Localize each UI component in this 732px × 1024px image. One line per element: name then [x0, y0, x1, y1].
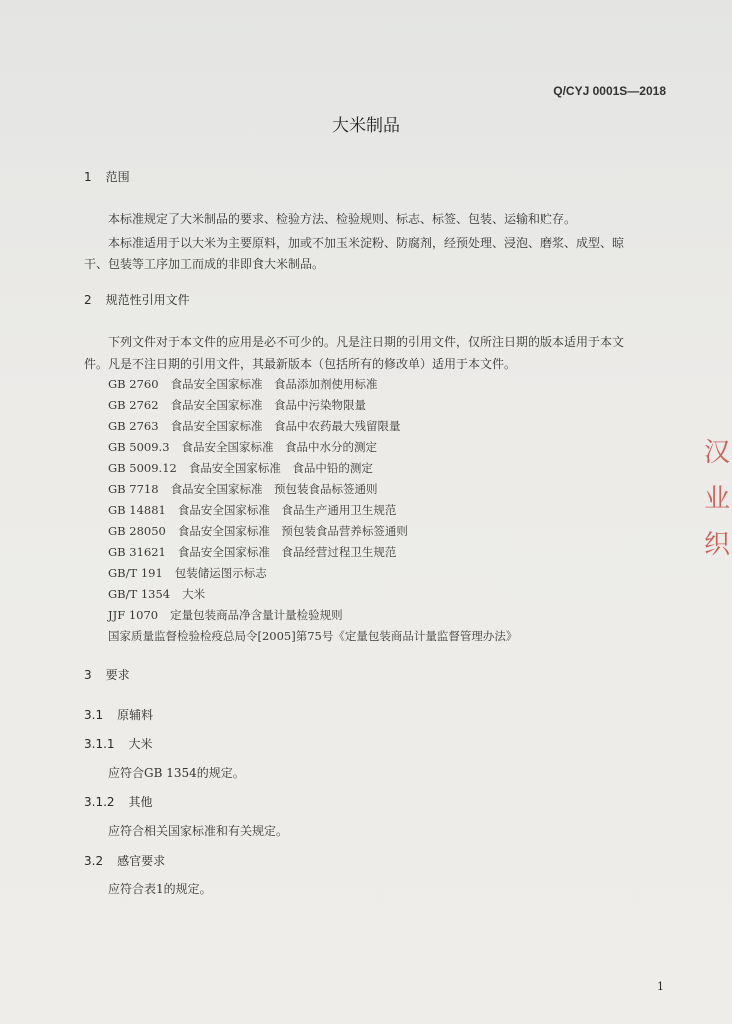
- section-1-heading: [84, 168, 130, 185]
- section-number: 3.2: [84, 854, 104, 868]
- section-title: 大米: [128, 737, 153, 751]
- reference-item: [108, 523, 408, 539]
- reference-name: 大米: [182, 587, 206, 601]
- paragraph: 本标准规定了大米制品的要求、检验方法、检验规则、标志、标签、包装、运输和贮存。: [108, 212, 577, 226]
- reference-code: GB 31621: [108, 545, 166, 559]
- stamp-char: 业: [704, 484, 731, 514]
- reference-item: [108, 460, 373, 476]
- section-title: 范围: [105, 170, 130, 184]
- reference-name: 食品安全国家标准 食品经营过程卫生规范: [177, 545, 397, 559]
- reference-item: [108, 607, 343, 623]
- reference-name: 包装储运图示标志: [174, 566, 267, 580]
- reference-code: GB 28050: [108, 524, 166, 538]
- reference-name: 食品安全国家标准 食品生产通用卫生规范: [177, 503, 397, 517]
- reference-name: 食品安全国家标准 食品添加剂使用标准: [170, 377, 378, 391]
- red-seal-stamp: [704, 430, 732, 600]
- reference-item: [108, 628, 517, 644]
- reference-code: GB 2763: [108, 419, 159, 433]
- section-3-heading: [84, 666, 130, 683]
- reference-item: [108, 502, 396, 518]
- reference-name: 食品安全国家标准 预包装食品标签通则: [170, 482, 378, 496]
- reference-code: GB/T 191: [108, 566, 163, 580]
- reference-name: 《定量包装商品计量监督管理办法》: [333, 629, 518, 643]
- reference-name: 定量包装商品净含量计量检验规则: [170, 608, 343, 622]
- section-3-1-2-heading: [84, 793, 153, 810]
- document-title: 大米制品: [332, 116, 400, 136]
- reference-name: 食品安全国家标准 食品中农药最大残留限量: [170, 419, 401, 433]
- reference-item: [108, 565, 267, 581]
- reference-name: 食品安全国家标准 食品中污染物限量: [170, 398, 367, 412]
- section-number: 3.1.1: [84, 737, 115, 751]
- document-number: Q/CYJ 0001S—2018: [553, 84, 666, 98]
- reference-name: 食品安全国家标准 预包装食品营养标签通则: [177, 524, 408, 538]
- reference-item: [108, 397, 366, 413]
- reference-item: [108, 481, 378, 497]
- section-title: 其他: [128, 795, 153, 809]
- section-number: 3.1: [84, 708, 104, 722]
- reference-item: [108, 418, 401, 434]
- reference-code: GB 5009.12: [108, 461, 177, 475]
- reference-code: 国家质量监督检验检疫总局令[2005]第75号: [108, 629, 334, 643]
- paragraph: 干、包装等工序加工而成的非即食大米制品。: [84, 257, 325, 271]
- paragraph: 件。凡是不注日期的引用文件，其最新版本（包括所有的修改单）适用于本文件。: [84, 357, 517, 371]
- section-3-1-heading: [84, 706, 153, 723]
- reference-item: [108, 586, 205, 602]
- section-title: 原辅料: [117, 708, 154, 722]
- paragraph: 本标准适用于以大米为主要原料，加或不加玉米淀粉、防腐剂，经预处理、浸泡、磨浆、成型、晾: [108, 236, 625, 250]
- reference-item: [108, 376, 378, 392]
- reference-name: 食品安全国家标准 食品中铅的测定: [188, 461, 373, 475]
- section-number: 1: [84, 170, 92, 184]
- stamp-char: 织: [704, 530, 731, 560]
- reference-code: GB 5009.3: [108, 440, 170, 454]
- paragraph: 应符合表1的规定。: [108, 882, 212, 896]
- section-3-1-1-heading: [84, 735, 153, 752]
- section-number: 3.1.2: [84, 795, 115, 809]
- section-3-2-heading: [84, 852, 165, 869]
- paragraph: 应符合相关国家标准和有关规定。: [108, 824, 289, 838]
- page-number: 1: [657, 980, 664, 993]
- section-title: 要求: [105, 668, 130, 682]
- stamp-char: 汉: [704, 438, 731, 468]
- section-title: 规范性引用文件: [105, 293, 190, 307]
- section-title: 感官要求: [117, 854, 166, 868]
- reference-name: 食品安全国家标准 食品中水分的测定: [181, 440, 378, 454]
- reference-item: [108, 544, 396, 560]
- paragraph: 应符合GB 1354的规定。: [108, 766, 245, 780]
- reference-code: GB 7718: [108, 482, 159, 496]
- section-2-heading: [84, 291, 190, 308]
- reference-code: GB 2760: [108, 377, 159, 391]
- reference-code: GB/T 1354: [108, 587, 171, 601]
- paragraph: 下列文件对于本文件的应用是必不可少的。凡是注日期的引用文件，仅所注日期的版本适用于本文: [108, 335, 625, 349]
- section-number: 3: [84, 668, 92, 682]
- reference-code: GB 2762: [108, 398, 159, 412]
- section-number: 2: [84, 293, 92, 307]
- reference-code: GB 14881: [108, 503, 166, 517]
- reference-item: [108, 439, 377, 455]
- reference-code: JJF 1070: [108, 608, 159, 622]
